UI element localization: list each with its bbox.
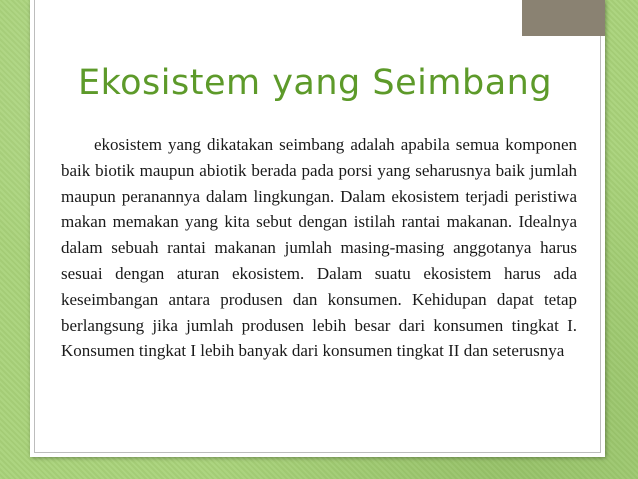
slide-title: Ekosistem yang Seimbang (78, 63, 553, 103)
accent-tab (522, 0, 605, 36)
slide-body-text: ekosistem yang dikatakan seimbang adalah apabila semua komponen baik biotik maupun abiotik berada pada porsi yang seharusnya baik jumlah maupun peranannya dalam lingkungan. Dalam ekosistem terjadi peristiwa makan memakan yang kita sebut dengan istilah rantai makanan. Idealnya dalam sebuah rantai makanan jumlah masing-masing anggotanya harus sesuai dengan aturan ekosistem. Dalam suatu ekosistem harus ada keseimbangan antara produsen dan konsumen. Kehidupan dapat tetap berlangsung jika jumlah produsen lebih besar dari konsumen tingkat I. Konsumen tingkat I lebih banyak dari konsumen tingkat II dan seterusnya (61, 135, 577, 361)
